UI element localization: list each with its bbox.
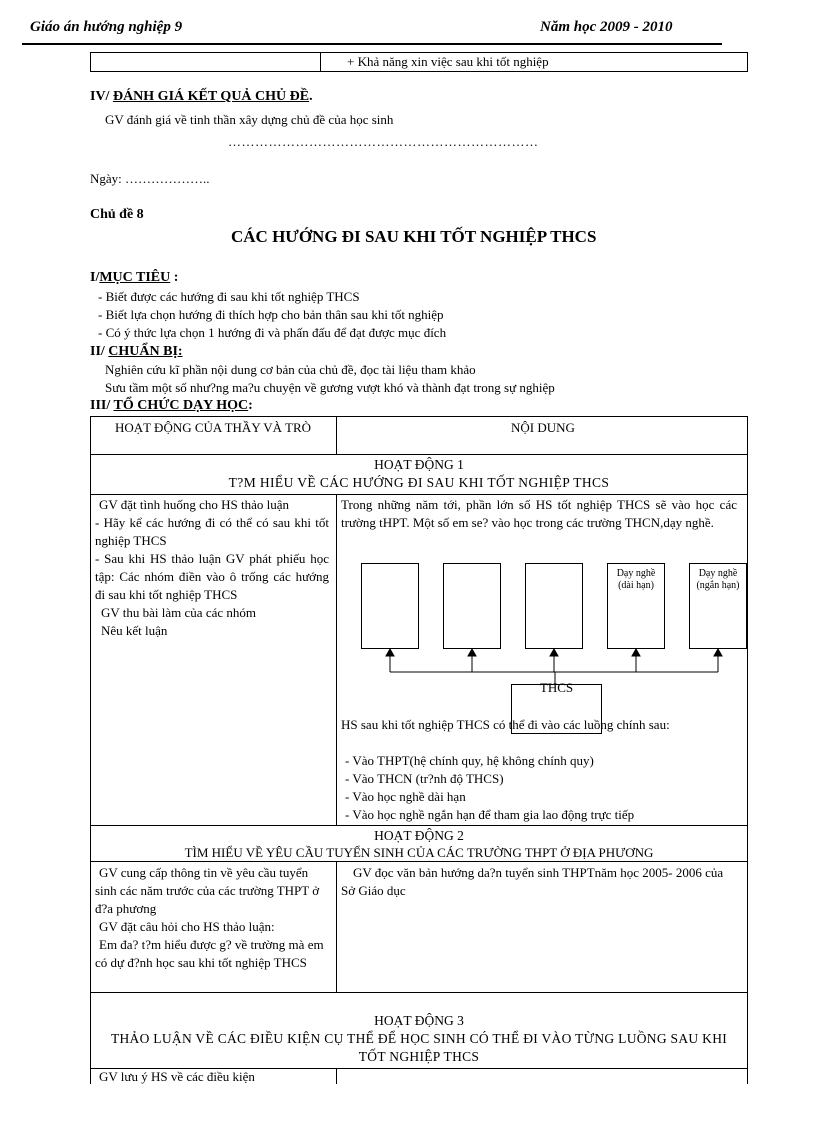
row-line: [90, 825, 748, 826]
top-row-text: + Khả năng xin việc sau khi tốt nghiệp: [347, 54, 549, 69]
act1-label: HOẠT ĐỘNG 1: [374, 457, 464, 472]
col2-header: NỘI DUNG: [511, 420, 575, 435]
act1-right-intro: Trong những năm tới, phần lớn số HS tốt nghiệp THCS sẽ vào học các trường tHPT. Một số em se? vào học trong các trường THCN,dạy nghề.: [341, 497, 737, 530]
act2-left-item: Em đa? t?m hiểu được g? về trường mà em có dự đ?nh học sau khi tốt nghiệp THCS: [95, 937, 324, 970]
section1-end: :: [170, 270, 179, 285]
row-line: [90, 992, 748, 993]
col-divider: [336, 1068, 337, 1084]
act1-right-item: - Vào THPT(hệ chính quy, hệ không chính quy): [345, 753, 594, 768]
row-line: [90, 454, 748, 455]
act1-left: [95, 496, 329, 640]
header-left: Giáo án hướng nghiệp 9: [30, 19, 183, 35]
diagram-box4-line1: Dạy nghề: [616, 568, 656, 579]
section4-text: GV đánh giá về tinh thần xây dựng chủ đề của học sinh: [105, 112, 394, 127]
section1-list: [98, 288, 446, 342]
section3-title: TỔ CHỨC DẠY HỌC: [113, 398, 249, 413]
act2-left-item: GV đặt câu hỏi cho HS thảo luận:: [99, 919, 275, 934]
section1-num: I/: [90, 270, 100, 285]
act1-left-item: Nêu kết luận: [101, 623, 168, 638]
act1-left-item: GV thu bài làm của các nhóm: [101, 605, 256, 620]
section4-dots: ……………………………………………………………: [228, 134, 539, 149]
diagram-box5-line2: (ngắn hạn): [696, 580, 740, 591]
topic-title: CÁC HƯỚNG ĐI SAU KHI TỐT NGHIỆP THCS: [231, 227, 597, 246]
act1-left-item: GV đặt tình huống cho HS thảo luận: [99, 497, 290, 512]
section2-item: Sưu tầm một số như?ng ma?u chuyện về gương vượt khó và thành đạt trong sự nghiệp: [105, 380, 555, 395]
act1-left-item: - Hãy kể các hướng đi có thể có sau khi tốt nghiệp THCS: [95, 515, 329, 548]
diagram-box-2: [443, 563, 501, 649]
diagram-box-4: [607, 563, 665, 649]
act3-label: HOẠT ĐỘNG 3: [374, 1013, 464, 1028]
col-divider: [336, 861, 337, 992]
section2-num: II/: [90, 344, 109, 359]
section1-item: - Biết lựa chọn hướng đi thích hợp cho bản thân sau khi tốt nghiệp: [98, 307, 444, 322]
diagram-box4-line2: (dài hạn): [618, 580, 654, 591]
section1-title: MỤC TIÊU: [99, 270, 171, 285]
section3-num: III/: [90, 398, 114, 413]
top-table-divider: [320, 52, 321, 72]
act1-right-after: HS sau khi tốt nghiệp THCS có thể đi vào các luồng chính sau:: [341, 717, 670, 732]
col-divider: [336, 416, 337, 454]
header-rule: [22, 43, 722, 45]
section2-item: Nghiên cứu kĩ phần nội dung cơ bản của chủ đề, đọc tài liệu tham khảo: [105, 362, 476, 377]
row-line: [90, 494, 748, 495]
act2-left: [95, 864, 329, 972]
section4-num: IV/: [90, 89, 110, 104]
act2-title: TÌM HIỂU VỀ YÊU CẦU TUYỂN SINH CỦA CÁC TRƯỜNG THPT Ở ĐỊA PHƯƠNG: [184, 845, 654, 860]
section3-heading: [90, 398, 253, 414]
section3-end: :: [248, 398, 253, 413]
act1-title: T?M HIỂU VỀ CÁC HƯỚNG ĐI SAU KHI TỐT NGHIỆP THCS: [228, 475, 610, 490]
section2-heading: [90, 344, 183, 360]
section4-title: ĐÁNH GIÁ KẾT QUẢ CHỦ ĐỀ: [112, 89, 310, 104]
diagram-root-label: THCS: [539, 680, 574, 695]
act3-left-start: GV lưu ý HS về các điều kiện: [99, 1069, 255, 1084]
section1-item: - Có ý thức lựa chọn 1 hướng đi và phấn đấu để đạt được mục đích: [98, 325, 447, 340]
section4-heading: [90, 89, 313, 105]
section1-heading: [90, 270, 178, 286]
diagram-box-3: [525, 563, 583, 649]
section2-title: CHUẨN BỊ:: [108, 344, 183, 359]
header-right: Năm học 2009 - 2010: [540, 19, 673, 35]
act1-right-list: [345, 752, 741, 824]
act2-label: HOẠT ĐỘNG 2: [374, 828, 464, 843]
topic-label: Chủ đề 8: [90, 207, 144, 222]
act1-right-item: - Vào học nghề dài hạn: [345, 789, 466, 804]
section1-item: - Biết được các hướng đi sau khi tốt nghiệp THCS: [98, 289, 360, 304]
diagram-box-1: [361, 563, 419, 649]
col1-header: HOẠT ĐỘNG CỦA THẦY VÀ TRÒ: [114, 420, 312, 435]
act2-right: GV đọc văn bản hướng da?n tuyển sinh THPTnăm học 2005- 2006 của Sở Giáo dục: [341, 865, 724, 898]
act1-right-item: - Vào THCN (tr?nh độ THCS): [345, 771, 504, 786]
act1-right-item: - Vào học nghề ngắn hạn để tham gia lao động trực tiếp: [345, 807, 635, 822]
section2-list: [105, 361, 555, 397]
section4-end: .: [309, 89, 313, 104]
diagram-box-5: [689, 563, 747, 649]
date-line: Ngày: ………………..: [90, 171, 210, 186]
act1-left-item: - Sau khi HS thảo luận GV phát phiếu học tập: Các nhóm điền vào ô trống các hướng đi sau khi tốt nghiệp THCS: [95, 551, 329, 602]
act3-title: THẢO LUẬN VỀ CÁC ĐIỀU KIỆN CỤ THỂ ĐỂ HỌC SINH CÓ THỂ ĐI VÀO TỪNG LUỒNG SAU KHI TỐT NGHIỆP THCS: [110, 1031, 728, 1064]
diagram-box5-line1: Dạy nghề: [698, 568, 738, 579]
act2-left-item: GV cung cấp thông tin về yêu cầu tuyển sinh các năm trước của các trường THPT ở đ?a phương: [95, 865, 320, 916]
